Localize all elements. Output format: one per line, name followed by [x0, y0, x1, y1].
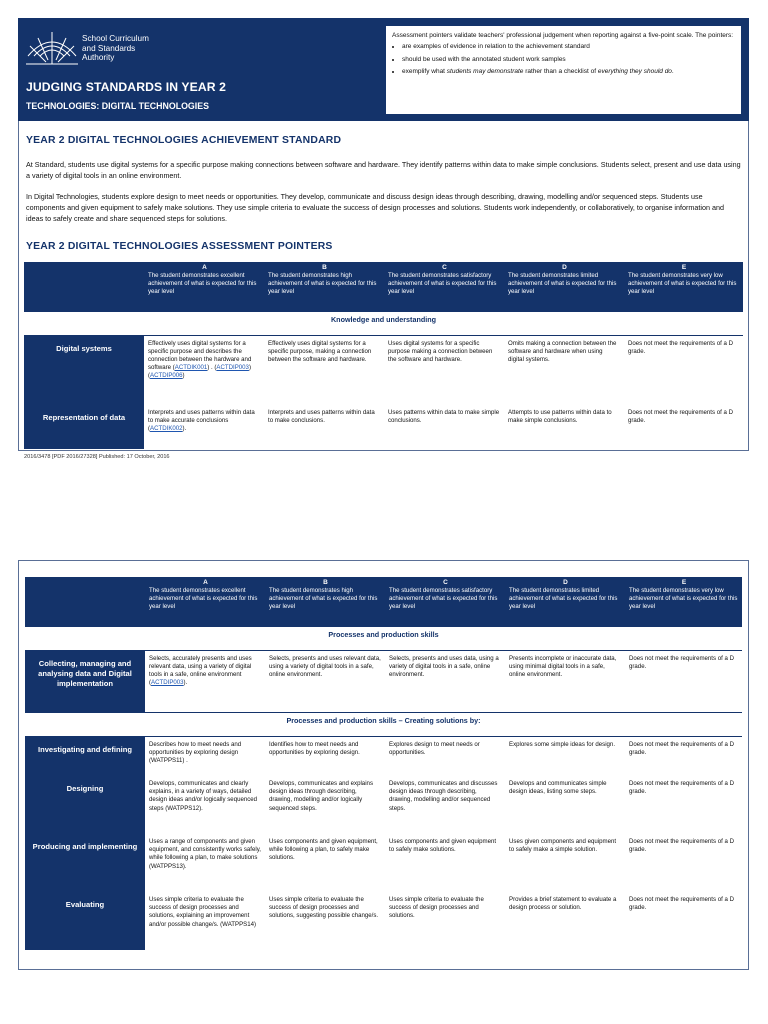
- cell-grade-a: [144, 405, 264, 449]
- page-one: [18, 18, 749, 466]
- scsa-logo-icon: [24, 26, 80, 68]
- org-line: Authority: [82, 53, 115, 63]
- grade-header-row: [24, 262, 743, 311]
- grade-header-a: [144, 262, 264, 311]
- cell-grade-b: Interprets and uses patterns within data to make conclusions.: [268, 409, 375, 425]
- grade-letter: D: [563, 579, 568, 586]
- cell-grade-b: Selects, presents and uses relevant data, using a variety of digital tools in a safe, online environment.: [269, 654, 381, 678]
- org-line: and Standards: [82, 43, 136, 53]
- cell-grade-e: Does not meet the requirements of a D grade.: [629, 780, 735, 796]
- cell-grade-b: Uses components and given equipment, while following a plan, to safely make solutions.: [269, 838, 378, 862]
- row-label-digital-systems: Digital systems: [24, 335, 144, 405]
- row-label-evaluating: Evaluating: [25, 892, 145, 950]
- band-knowledge-understanding: Knowledge and understanding: [24, 311, 743, 335]
- achievement-standard-title: YEAR 2 DIGITAL TECHNOLOGIES ACHIEVEMENT STANDARD: [26, 135, 342, 146]
- cell-grade-e: Does not meet the requirements of a D grade.: [629, 740, 735, 756]
- cell-grade-e: Does not meet the requirements of a D grade.: [628, 409, 734, 425]
- grade-description: The student demonstrates excellent achievement of what is expected for this year level: [149, 587, 258, 611]
- cell-grade-b: Effectively uses digital systems for a specific purpose, making a connection between the software and hardware.: [268, 339, 372, 363]
- grade-header-a: [145, 577, 265, 626]
- grade-letter: E: [681, 579, 687, 586]
- cell-grade-a: Uses a range of components and given equipment, and consistently works safely, while following a plan, to make solutions (WATPPS13).: [149, 838, 261, 870]
- row-label-designing: Designing: [25, 776, 145, 834]
- cell-grade-d: Develops and communicates simple design ideas, listing some steps.: [509, 780, 607, 796]
- band-row: [24, 311, 743, 335]
- intro-bullet: [402, 67, 735, 77]
- document-subtitle: TECHNOLOGIES: DIGITAL TECHNOLOGIES: [26, 101, 209, 111]
- cell-grade-a: Develops, communicates and clearly explains, in a variety of ways, detailed design ideas and/or logically sequenced steps (WATPPS12).: [149, 780, 258, 812]
- cell-grade-b: Develops, communicates and explains design ideas through describing, drawing, modelling and/or logically sequenced steps.: [269, 780, 373, 812]
- grade-description: The student demonstrates limited achievement of what is expected for this year level: [508, 272, 617, 296]
- header-corner: [24, 262, 144, 311]
- grade-description: The student demonstrates high achievement of what is expected for this year level: [269, 587, 378, 611]
- grade-header-d: [505, 577, 625, 626]
- curriculum-code-link[interactable]: ACTDIK002: [150, 425, 183, 433]
- cell-grade-c: Explores design to meet needs or opportunities.: [389, 740, 480, 756]
- grade-letter: A: [202, 264, 207, 271]
- grade-description: The student demonstrates very low achievement of what is expected for this year level: [629, 587, 738, 611]
- intro-bullet: • should be used with the annotated student work samples: [402, 55, 735, 65]
- grade-description: The student demonstrates very low achievement of what is expected for this year level: [628, 272, 737, 296]
- org-line: School Curriculum: [82, 34, 149, 43]
- achievement-paragraph: In Digital Technologies, students explore design to meet needs or opportunities. They develop, communicate and discuss design ideas through describing, drawing, modelling and/or sequenced steps. Students use components and given equipment to safely make solutions. They use simple criteria to evaluate the success of design processes and solutions. Students work independently, or collaboratively, to organise information and ideas to safely create and share sequenced steps for solutions.: [26, 192, 724, 223]
- cell-text: Interprets and uses patterns within data to make accurate conclusions (: [148, 409, 255, 433]
- cell-grade-d: Omits making a connection between the software and hardware when using digital systems.: [508, 339, 617, 363]
- cell-grade-d: Presents incomplete or inaccurate data, using minimal digital tools in a safe, online environment.: [509, 654, 617, 678]
- organisation-name: [82, 34, 149, 63]
- cell-text: ): [182, 372, 185, 380]
- cell-grade-c: Develops, communicates and discusses design ideas through describing, drawing, modelling and/or sequenced steps.: [389, 780, 498, 812]
- achievement-paragraph: At Standard, students use digital systems for a specific purpose making connections between software and hardware. They identify patterns within data to make simple conclusions. Students select, present and use data using a variety of digital tools in an online environment.: [26, 160, 741, 180]
- grade-header-b: [265, 577, 385, 626]
- band-processes-production: Processes and production skills: [25, 626, 742, 650]
- table-row: [24, 335, 743, 405]
- grade-letter: D: [562, 264, 567, 271]
- row-label-producing-implementing: Producing and implementing: [25, 834, 145, 892]
- assessment-pointers-title: YEAR 2 DIGITAL TECHNOLOGIES ASSESSMENT POINTERS: [26, 241, 333, 252]
- grade-description: The student demonstrates high achievement of what is expected for this year level: [268, 272, 377, 296]
- cell-text: Selects, accurately presents and uses relevant data, using a variety of digital tools in a safe, online environment (: [149, 654, 252, 687]
- grade-header-e: [624, 262, 743, 311]
- row-label-investigating-defining: Investigating and defining: [25, 736, 145, 776]
- intro-emphasis: students may demonstrate: [446, 68, 524, 76]
- cell-grade-e: Does not meet the requirements of a D grade.: [629, 838, 735, 854]
- grade-header-row: [25, 577, 742, 626]
- cell-grade-c: Uses patterns within data to make simple conclusions.: [388, 409, 500, 425]
- cell-grade-d: Uses given components and equipment to safely make a simple solution.: [509, 838, 617, 854]
- curriculum-code-link[interactable]: ACTDIP003: [151, 679, 184, 687]
- grade-description: The student demonstrates satisfactory achievement of what is expected for this year level: [389, 587, 498, 611]
- page-header: [18, 18, 749, 121]
- cell-grade-b: Identifies how to meet needs and opportunities by exploring design.: [269, 740, 360, 756]
- cell-grade-e: Does not meet the requirements of a D grade.: [629, 654, 735, 670]
- cell-grade-b: Uses simple criteria to evaluate the success of design processes and solutions, suggesting possible change/s.: [269, 896, 379, 920]
- cell-text: )(: [148, 364, 251, 380]
- intro-list: [392, 42, 735, 77]
- cell-text: Effectively uses digital systems for a specific purpose and describes the connection between the hardware and software (: [148, 339, 252, 372]
- curriculum-code-link[interactable]: ACTDIP003: [216, 364, 249, 372]
- cell-grade-e: Does not meet the requirements of a D grade.: [629, 896, 735, 912]
- table-row: [24, 405, 743, 449]
- cell-grade-c: Selects, presents and uses data, using a variety of digital tools in a safe, online environment.: [389, 654, 499, 678]
- grade-letter: B: [323, 579, 328, 586]
- table-row: [25, 736, 742, 776]
- row-label-collecting-managing: Collecting, managing and analysing data and Digital implementation: [25, 650, 145, 712]
- cell-grade-c: Uses digital systems for a specific purpose making a connection between the software and hardware.: [388, 339, 493, 363]
- table-row: [25, 776, 742, 834]
- assessment-pointers-table: [24, 262, 743, 449]
- cell-grade-a: Describes how to meet needs and opportunities by exploring design (WATPPS11) .: [149, 740, 242, 764]
- grade-letter: E: [681, 264, 687, 271]
- curriculum-code-link[interactable]: ACTDIP006: [150, 372, 183, 380]
- grade-description: The student demonstrates excellent achievement of what is expected for this year level: [148, 272, 257, 296]
- grade-letter: A: [203, 579, 208, 586]
- band-row: [25, 626, 742, 650]
- grade-header-b: [264, 262, 384, 311]
- page-two: [18, 560, 749, 970]
- cell-grade-c: Uses simple criteria to evaluate the success of design processes and solutions.: [389, 896, 484, 920]
- band-creating-solutions: Processes and production skills – Creating solutions by:: [25, 712, 742, 736]
- curriculum-code-link[interactable]: ACTDIK001: [174, 364, 208, 372]
- table-row: [25, 650, 742, 712]
- grade-header-c: [385, 577, 505, 626]
- grade-description: The student demonstrates satisfactory achievement of what is expected for this year level: [388, 272, 497, 296]
- cell-text: ).: [183, 679, 188, 687]
- grade-letter: C: [443, 579, 448, 586]
- intro-bullet: • are examples of evidence in relation to the achievement standard: [402, 42, 735, 52]
- intro-text: exemplify what: [402, 68, 447, 76]
- intro-lead: Assessment pointers validate teachers' professional judgement when reporting against a five-point scale. The pointers:: [392, 32, 734, 39]
- grade-header-e: [625, 577, 742, 626]
- grade-header-c: [384, 262, 504, 311]
- grade-description: The student demonstrates limited achievement of what is expected for this year level: [509, 587, 618, 611]
- table-row: [25, 834, 742, 892]
- cell-text: ).: [182, 425, 187, 433]
- band-row: [25, 712, 742, 736]
- grade-header-d: [504, 262, 624, 311]
- intro-text: .: [671, 68, 674, 76]
- row-label-representation-of-data: Representation of data: [24, 405, 144, 449]
- publication-footer: 2016/3478 [PDF 2016/27328] Published: 17 October, 2016: [24, 454, 170, 460]
- header-corner: [25, 577, 145, 626]
- cell-grade-d: Provides a brief statement to evaluate a design process or solution.: [509, 896, 617, 912]
- assessment-pointers-intro: [386, 26, 741, 114]
- grade-letter: B: [322, 264, 327, 271]
- intro-emphasis: everything they should do: [597, 68, 672, 76]
- cell-grade-c: Uses components and given equipment to safely make solutions.: [389, 838, 497, 854]
- cell-text: ) . (: [207, 364, 217, 372]
- assessment-pointers-table-continued: [25, 577, 742, 950]
- cell-grade-d: Explores some simple ideas for design.: [509, 740, 616, 748]
- grade-letter: C: [442, 264, 447, 271]
- document-title: JUDGING STANDARDS IN YEAR 2: [26, 80, 226, 94]
- cell-grade-e: Does not meet the requirements of a D grade.: [628, 339, 734, 355]
- intro-text: rather than a checklist of: [523, 68, 598, 76]
- cell-grade-d: Attempts to use patterns within data to make simple conclusions.: [508, 409, 612, 425]
- cell-grade-a: Uses simple criteria to evaluate the success of design processes and solutions, explaining an improvement and/or possible change/s. (WATPPS14): [149, 896, 257, 928]
- cell-grade-a: [144, 335, 264, 405]
- cell-grade-a: [145, 650, 265, 712]
- table-row: [25, 892, 742, 950]
